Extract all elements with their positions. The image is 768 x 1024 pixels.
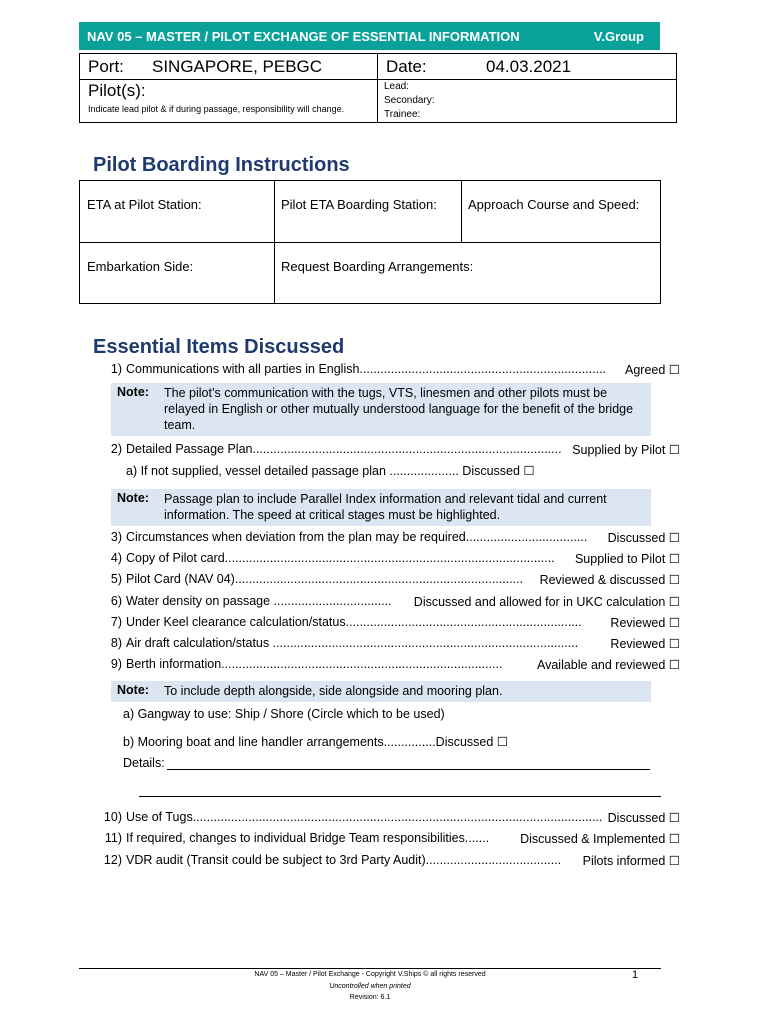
- note-text: To include depth alongside, side alongside and mooring plan.: [164, 684, 503, 698]
- lead-label[interactable]: Lead:: [384, 81, 410, 92]
- footer-uncontrolled: Uncontrolled when printed: [329, 983, 411, 990]
- eta-pilot-station[interactable]: ETA at Pilot Station:: [87, 197, 202, 212]
- pilots-informed-checkbox[interactable]: Pilots informed ☐: [582, 854, 680, 868]
- available-checkbox[interactable]: Available and reviewed ☐: [536, 658, 680, 672]
- implemented-checkbox[interactable]: Discussed & Implemented ☐: [520, 832, 680, 846]
- sub-item-9b[interactable]: b) Mooring boat and line handler arrangements...............Discussed ☐: [123, 735, 509, 749]
- footer-revision: Revision: 6.1: [349, 994, 391, 1001]
- date-value[interactable]: 04.03.2021: [486, 57, 572, 76]
- pilots-label: Pilot(s):: [88, 81, 146, 100]
- note-label: Note:: [117, 683, 149, 697]
- date-label: Date:: [386, 57, 427, 76]
- note-box: [111, 383, 651, 436]
- note-label: Note:: [117, 491, 149, 505]
- header-banner: [79, 22, 660, 50]
- details-line-1[interactable]: [167, 769, 650, 770]
- port-value[interactable]: SINGAPORE, PEBGC: [152, 57, 323, 76]
- essential-heading: Essential Items Discussed: [93, 336, 345, 358]
- note-label: Note:: [117, 385, 149, 399]
- form-title: NAV 05 – MASTER / PILOT EXCHANGE OF ESSENTIAL INFORMATION: [87, 28, 520, 44]
- pilot-eta-boarding[interactable]: Pilot ETA Boarding Station:: [281, 197, 437, 212]
- reviewed-discussed-checkbox[interactable]: Reviewed & discussed ☐: [539, 573, 680, 587]
- supplied-checkbox[interactable]: Supplied by Pilot ☐: [572, 443, 680, 457]
- page-number: 1: [632, 969, 639, 981]
- discussed-checkbox[interactable]: Discussed ☐: [607, 811, 680, 825]
- sub-item-2a[interactable]: a) If not supplied, vessel detailed passage plan .................... Discussed ☐: [126, 464, 535, 478]
- request-boarding[interactable]: Request Boarding Arrangements:: [281, 259, 474, 274]
- supplied-to-pilot-checkbox[interactable]: Supplied to Pilot ☐: [574, 552, 680, 566]
- details-line-2[interactable]: [139, 796, 661, 797]
- note-box: [111, 489, 651, 526]
- secondary-label[interactable]: Secondary:: [384, 95, 435, 106]
- discussed-checkbox[interactable]: Discussed ☐: [607, 531, 680, 545]
- reviewed-checkbox[interactable]: Reviewed ☐: [610, 616, 680, 630]
- reviewed-checkbox[interactable]: Reviewed ☐: [610, 637, 680, 651]
- embarkation-side[interactable]: Embarkation Side:: [87, 259, 194, 274]
- pilots-note: Indicate lead pilot & if during passage, responsibility will change.: [88, 104, 345, 114]
- footer-divider: [79, 968, 661, 969]
- footer-copyright: NAV 05 – Master / Pilot Exchange - Copyright V.Ships © all rights reserved: [254, 971, 486, 978]
- port-label: Port:: [88, 57, 124, 76]
- sub-item-9a[interactable]: a) Gangway to use: Ship / Shore (Circle which to be used): [123, 707, 445, 721]
- approach-course[interactable]: Approach Course and Speed:: [468, 197, 640, 212]
- note-box: [111, 681, 651, 702]
- details-label: Details:: [123, 756, 165, 770]
- note-text: The pilot’s communication with the tugs, VTS, linesmen and other pilots must be relayed in English or other mutually understood language for the benefit of the bridge team.: [164, 386, 634, 432]
- trainee-label[interactable]: Trainee:: [384, 109, 421, 120]
- ukc-checkbox[interactable]: Discussed and allowed for in UKC calculation ☐: [413, 595, 680, 609]
- port-date-box: [79, 53, 677, 123]
- agreed-checkbox[interactable]: Agreed ☐: [625, 363, 680, 377]
- boarding-heading: Pilot Boarding Instructions: [93, 154, 350, 176]
- boarding-table: [79, 180, 661, 304]
- group-name: V.Group: [593, 28, 644, 44]
- note-text: Passage plan to include Parallel Index information and relevant tidal and current information. The speed at critical stages must be highlighted.: [164, 492, 607, 522]
